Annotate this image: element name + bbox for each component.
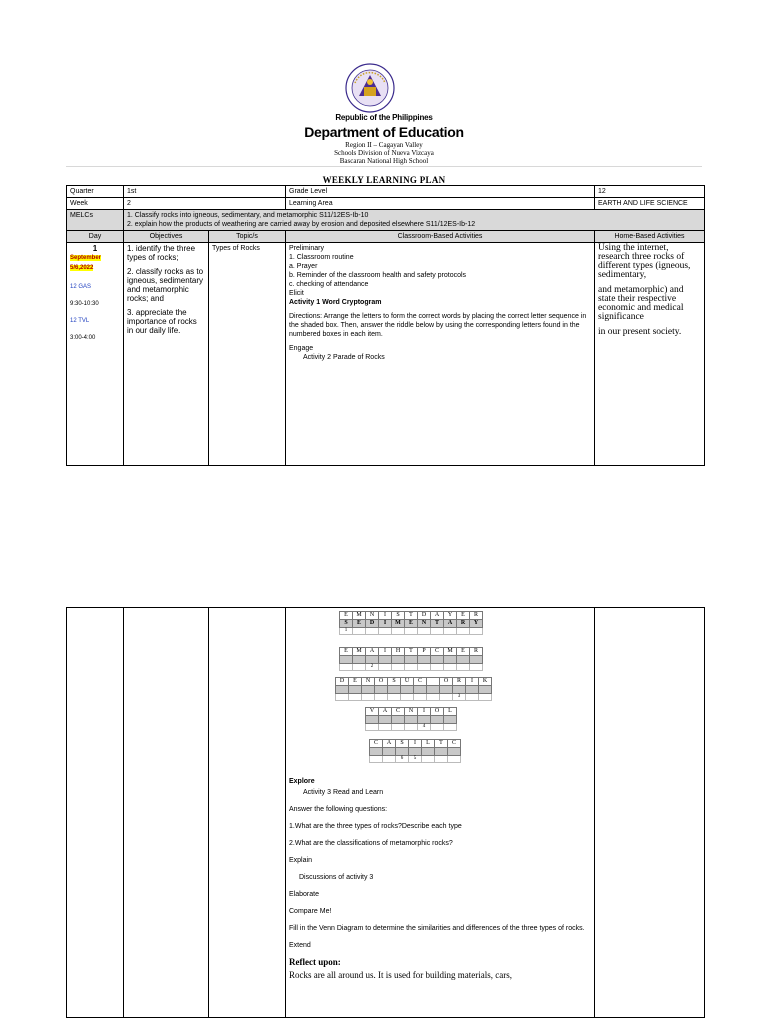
header-divider — [66, 166, 702, 167]
number-box — [422, 756, 435, 763]
activity-1-title: Activity 1 Word Cryptogram — [289, 299, 382, 306]
scrambled-letter: T — [435, 740, 448, 748]
scrambled-letter: T — [405, 648, 418, 656]
scrambled-letter: N — [366, 612, 379, 620]
empty-objectives-cell — [124, 608, 209, 1018]
answer-box — [375, 686, 388, 694]
answer-instruction: Answer the following questions: — [289, 806, 388, 813]
answer-box — [470, 656, 483, 664]
answer-box — [370, 748, 383, 756]
number-box: 4 — [418, 724, 431, 731]
region-line: Region II – Cagayan Valley — [345, 141, 423, 149]
home-activity-3: in our present society. — [598, 327, 682, 337]
scrambled-letter: C — [448, 740, 461, 748]
answer-box — [392, 656, 405, 664]
prelim-item: b. Reminder of the classroom health and safety protocols — [289, 272, 467, 279]
prelim-item: 1. Classroom routine — [289, 254, 354, 261]
empty-topic-cell — [209, 608, 286, 1018]
scrambled-letter: E — [340, 648, 353, 656]
scrambled-letter: E — [349, 678, 362, 686]
scrambled-letter: C — [370, 740, 383, 748]
discussions-text: Discussions of activity 3 — [299, 874, 374, 881]
weekly-plan-table — [66, 185, 705, 466]
extend-heading: Extend — [289, 942, 311, 949]
home-activity-2: and metamorphic) and state their respective economic and medical significance — [598, 285, 684, 322]
objective-2: 2. classify rocks as to igneous, sedimentary and metamorphic rocks; and — [127, 267, 204, 303]
number-box — [440, 694, 453, 701]
scrambled-letter: O — [431, 708, 444, 716]
number-box — [470, 628, 483, 635]
answer-box — [409, 748, 422, 756]
answer-box — [383, 748, 396, 756]
number-box — [431, 664, 444, 671]
scrambled-letter: U — [401, 678, 414, 686]
number-box — [431, 724, 444, 731]
scrambled-letter: P — [418, 648, 431, 656]
answer-box: T — [431, 620, 444, 628]
plan-title: WEEKLY LEARNING PLAN — [322, 175, 446, 185]
col-day: Day — [67, 231, 124, 243]
answer-box: M — [392, 620, 405, 628]
number-box — [418, 664, 431, 671]
activity-2-title: Activity 2 Parade of Rocks — [303, 354, 385, 361]
scrambled-letter: I — [409, 740, 422, 748]
word-cryptogram-puzzles — [289, 609, 591, 777]
scrambled-letter: C — [414, 678, 427, 686]
scrambled-letter: R — [470, 612, 483, 620]
scrambled-letter: I — [466, 678, 479, 686]
scrambled-letter: C — [431, 648, 444, 656]
day-number: 1 — [92, 244, 98, 253]
answer-box — [414, 686, 427, 694]
scrambled-letter: L — [444, 708, 457, 716]
scrambled-letter: R — [453, 678, 466, 686]
activity-1-directions: Directions: Arrange the letters to form the correct words by placing the correct letter sequence in the shaded box. Then, answer the riddle below by using the corresponding letters found in the numbered boxes in each item. — [289, 313, 587, 338]
scrambled-letter: N — [362, 678, 375, 686]
grade-value: 12 — [595, 186, 705, 198]
answer-box — [422, 748, 435, 756]
scrambled-letter: A — [366, 648, 379, 656]
answer-box — [448, 748, 461, 756]
col-classroom: Classroom-Based Activities — [286, 231, 595, 243]
number-box — [379, 724, 392, 731]
session-date: September 5/6,2022 — [70, 255, 102, 271]
number-box — [470, 664, 483, 671]
number-box — [479, 694, 492, 701]
week-value: 2 — [124, 198, 286, 210]
area-label: Learning Area — [286, 198, 595, 210]
number-box: 6 — [396, 756, 409, 763]
cryptogram-puzzle-3 — [335, 677, 492, 701]
answer-box — [353, 656, 366, 664]
scrambled-letter: I — [418, 708, 431, 716]
melc-1: 1. Classify rocks into igneous, sedimentary, and metamorphic S11/12ES-Ib-10 — [127, 212, 369, 219]
number-box — [392, 724, 405, 731]
number-box — [353, 628, 366, 635]
answer-box — [401, 686, 414, 694]
answer-box — [431, 716, 444, 724]
scrambled-letter: D — [418, 612, 431, 620]
continued-row — [67, 608, 705, 1018]
objective-3: 3. appreciate the importance of rocks in our daily life. — [127, 308, 197, 335]
scrambled-letter: K — [479, 678, 492, 686]
answer-box — [388, 686, 401, 694]
answer-box — [379, 716, 392, 724]
prelim-item: c. checking of attendance — [289, 281, 369, 288]
number-box — [418, 628, 431, 635]
home-activities-cell — [595, 243, 705, 466]
answer-box — [431, 656, 444, 664]
quarter-row — [67, 186, 705, 198]
col-topics: Topic/s — [209, 231, 286, 243]
number-box — [427, 694, 440, 701]
answer-box — [366, 656, 379, 664]
school-line: Bascaran National High School — [339, 157, 429, 165]
scrambled-letter: L — [422, 740, 435, 748]
republic-line: Republic of the Philippines — [335, 113, 433, 122]
answer-box — [479, 686, 492, 694]
number-box — [349, 694, 362, 701]
number-box — [414, 694, 427, 701]
objectives-cell — [124, 243, 209, 466]
number-box — [405, 628, 418, 635]
number-box — [431, 628, 444, 635]
classroom-activities-cell — [286, 243, 595, 466]
scrambled-letter: H — [392, 648, 405, 656]
day-1-row — [67, 243, 705, 466]
melc-2: 2. explain how the products of weathering are carried away by erosion and deposited elsewhere S11/12ES-Ib-12 — [127, 221, 476, 228]
quarter-value: 1st — [124, 186, 286, 198]
number-box: 1 — [340, 628, 353, 635]
number-box — [392, 664, 405, 671]
empty-day-cell — [67, 608, 124, 1018]
answer-box — [457, 656, 470, 664]
answer-box — [466, 686, 479, 694]
scrambled-letter: M — [353, 612, 366, 620]
answer-box — [427, 686, 440, 694]
empty-home-cell — [595, 608, 705, 1018]
elicit-heading: Elicit — [289, 290, 304, 297]
elaborate-heading: Elaborate — [289, 891, 319, 898]
melcs-list — [124, 210, 705, 231]
number-box — [383, 756, 396, 763]
weekly-plan-table-continued — [66, 607, 705, 1018]
scrambled-letter: A — [379, 708, 392, 716]
scrambled-letter: C — [392, 708, 405, 716]
prelim-item: a. Prayer — [289, 263, 318, 270]
scrambled-letter: E — [340, 612, 353, 620]
answer-box — [405, 656, 418, 664]
melcs-label: MELCs — [67, 210, 124, 231]
answer-box: I — [379, 620, 392, 628]
home-activity-1: Using the internet, research three rocks of different types (igneous, sedimentary, — [598, 243, 691, 280]
number-box — [466, 694, 479, 701]
number-box — [401, 694, 414, 701]
scrambled-letter: S — [392, 612, 405, 620]
scrambled-letter: Y — [444, 612, 457, 620]
number-box — [388, 694, 401, 701]
time-tvl: 3:00-4:00 — [70, 335, 96, 341]
engage-heading: Engage — [289, 345, 314, 352]
answer-box: E — [353, 620, 366, 628]
cryptogram-puzzle-2 — [339, 647, 483, 671]
number-box — [366, 724, 379, 731]
question-1: 1.What are the three types of rocks?Describe each type — [289, 823, 462, 830]
number-box — [457, 628, 470, 635]
answer-box — [349, 686, 362, 694]
question-2: 2.What are the classifications of metamorphic rocks? — [289, 840, 453, 847]
answer-box: N — [418, 620, 431, 628]
division-line: Schools Division of Nueva Vizcaya — [334, 149, 434, 157]
number-box — [405, 724, 418, 731]
scrambled-letter: O — [375, 678, 388, 686]
column-header-row — [67, 231, 705, 243]
time-gas: 9:30-10:30 — [70, 301, 99, 307]
answer-box — [453, 686, 466, 694]
answer-box: A — [444, 620, 457, 628]
answer-box: Y — [470, 620, 483, 628]
number-box: 5 — [409, 756, 422, 763]
number-box: 2 — [366, 664, 379, 671]
grade-label: Grade Level — [286, 186, 595, 198]
answer-box — [418, 656, 431, 664]
number-box — [457, 664, 470, 671]
number-box — [444, 724, 457, 731]
scrambled-letter: A — [431, 612, 444, 620]
number-box — [444, 664, 457, 671]
scrambled-letter: E — [457, 648, 470, 656]
section-tvl: 12 TVL — [70, 318, 90, 324]
number-box — [448, 756, 461, 763]
scrambled-letter: S — [396, 740, 409, 748]
venn-instruction: Fill in the Venn Diagram to determine the similarities and differences of the three types of rocks. — [289, 925, 585, 932]
scrambled-letter: I — [379, 612, 392, 620]
week-label: Week — [67, 198, 124, 210]
answer-box — [440, 686, 453, 694]
reflect-heading: Reflect upon: — [289, 957, 341, 967]
number-box — [444, 628, 457, 635]
activity-3-title: Activity 3 Read and Learn — [303, 789, 384, 796]
answer-box: S — [340, 620, 353, 628]
scrambled-letter: M — [444, 648, 457, 656]
preliminary-heading: Preliminary — [289, 245, 325, 252]
cryptogram-puzzle-1 — [339, 611, 483, 635]
answer-box — [444, 656, 457, 664]
explore-heading: Explore — [289, 778, 315, 785]
answer-box — [396, 748, 409, 756]
scrambled-letter: A — [383, 740, 396, 748]
answer-box — [366, 716, 379, 724]
melcs-row — [67, 210, 705, 231]
scrambled-letter: E — [457, 612, 470, 620]
number-box — [375, 694, 388, 701]
area-value: EARTH AND LIFE SCIENCE — [595, 198, 705, 210]
number-box: 3 — [453, 694, 466, 701]
department-title: Department of Education — [304, 124, 464, 140]
number-box — [392, 628, 405, 635]
scrambled-letter: R — [470, 648, 483, 656]
compare-heading: Compare Me! — [289, 908, 332, 915]
scrambled-letter: O — [440, 678, 453, 686]
scrambled-letter: V — [366, 708, 379, 716]
scrambled-letter: N — [405, 708, 418, 716]
cryptogram-puzzle-5 — [369, 739, 461, 763]
day-cell — [67, 243, 124, 466]
col-objectives: Objectives — [124, 231, 209, 243]
number-box — [379, 628, 392, 635]
answer-box — [336, 686, 349, 694]
answer-box — [362, 686, 375, 694]
week-row — [67, 198, 705, 210]
answer-box — [340, 656, 353, 664]
scrambled-letter: I — [379, 648, 392, 656]
scrambled-letter: D — [336, 678, 349, 686]
answer-box — [444, 716, 457, 724]
section-gas: 12 GAS — [70, 284, 92, 290]
objective-1: 1. identify the three types of rocks; — [127, 244, 196, 262]
col-home: Home-Based Activities — [595, 231, 705, 243]
topic-cell: Types of Rocks — [209, 243, 286, 466]
explain-heading: Explain — [289, 857, 312, 864]
scrambled-letter: T — [405, 612, 418, 620]
number-box — [379, 664, 392, 671]
reflect-text: Rocks are all around us. It is used for building materials, cars, — [289, 970, 512, 980]
scrambled-letter: S — [388, 678, 401, 686]
answer-box — [418, 716, 431, 724]
answer-box: D — [366, 620, 379, 628]
answer-box — [379, 656, 392, 664]
number-box — [405, 664, 418, 671]
answer-box — [405, 716, 418, 724]
scrambled-letter — [427, 678, 440, 686]
answer-box — [392, 716, 405, 724]
classroom-activities-continued — [286, 608, 595, 1018]
scrambled-letter: M — [353, 648, 366, 656]
cryptogram-puzzle-4 — [365, 707, 457, 731]
quarter-label: Quarter — [67, 186, 124, 198]
number-box — [340, 664, 353, 671]
answer-box — [435, 748, 448, 756]
deped-seal-logo — [345, 63, 395, 113]
number-box — [435, 756, 448, 763]
number-box — [366, 628, 379, 635]
answer-box: R — [457, 620, 470, 628]
answer-box: E — [405, 620, 418, 628]
number-box — [370, 756, 383, 763]
number-box — [362, 694, 375, 701]
number-box — [336, 694, 349, 701]
number-box — [353, 664, 366, 671]
